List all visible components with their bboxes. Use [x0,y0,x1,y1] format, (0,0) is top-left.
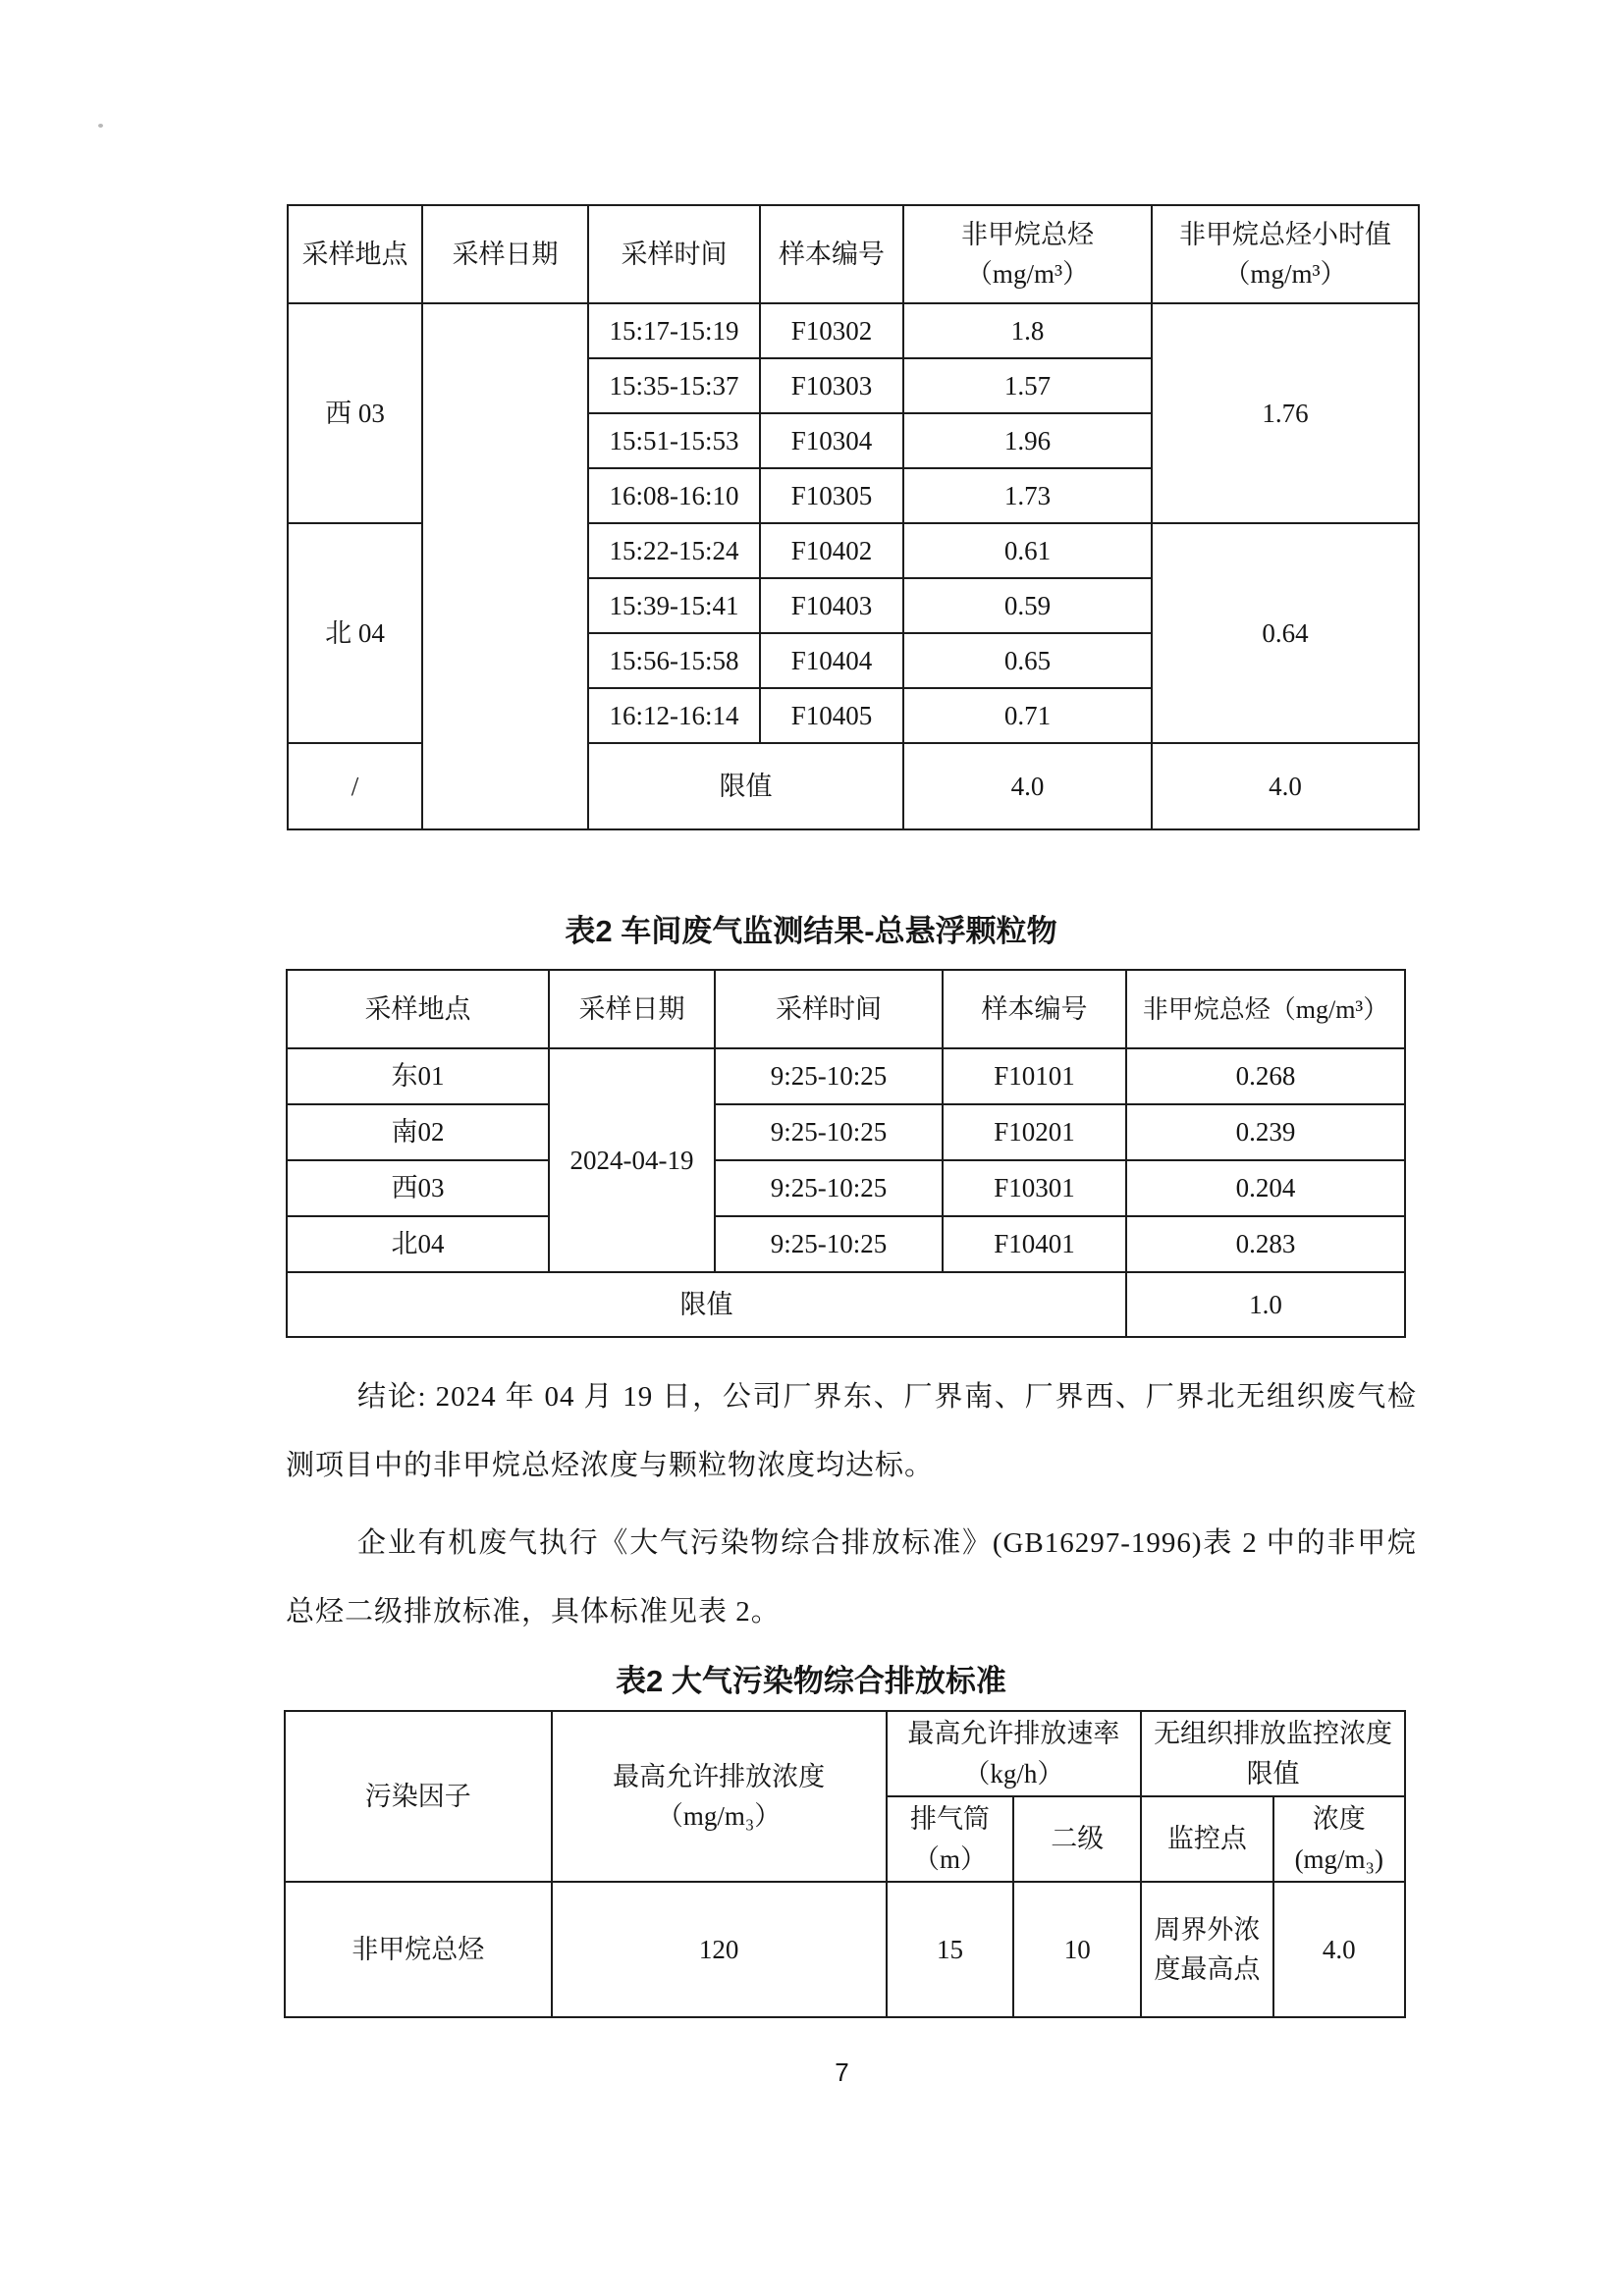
sample-cell: F10402 [760,523,903,578]
value-cell: 0.65 [903,633,1152,688]
sample-cell: F10303 [760,358,903,413]
sample-cell: F10404 [760,633,903,688]
boundary-monitoring-table [287,204,1420,830]
col-header-time: 采样时间 [588,205,760,303]
sample-cell: F10101 [943,1048,1126,1104]
time-cell: 9:25-10:25 [715,1160,943,1216]
concentration-cell: 4.0 [1273,1882,1405,2017]
col-header-grade2: 二级 [1013,1796,1141,1882]
limit-label-cell: 限值 [287,1272,1126,1337]
col-header-max-concentration: 最高允许排放浓度（mg/m₃） [552,1711,887,1882]
sample-cell: F10301 [943,1160,1126,1216]
stack-height-cell: 15 [887,1882,1014,2017]
max-concentration-cell: 120 [552,1882,887,2017]
scan-speck [98,124,103,128]
col-header-location: 采样地点 [288,205,422,303]
conclusion-paragraph: 结论: 2024 年 04 月 19 日，公司厂界东、厂界南、厂界西、厂界北无组织废气检测项目中的非甲烷总烃浓度与颗粒物浓度均达标。 [286,1381,1417,1481]
col-header-stack: 排气筒（m） [887,1796,1014,1882]
page-number: 7 [835,2057,849,2087]
sample-cell: F10302 [760,303,903,358]
col-header-factor: 污染因子 [285,1711,552,1882]
time-cell: 15:35-15:37 [588,358,760,413]
col-header-nmhc: 非甲烷总烃（mg/m³） [903,205,1152,303]
table-row [287,1048,1405,1104]
table-row [287,1160,1405,1216]
value-cell: 1.96 [903,413,1152,468]
sample-cell: F10401 [943,1216,1126,1272]
date-cell: 2024-04-19 [549,1048,715,1272]
table-row [287,1104,1405,1160]
table-row [287,1216,1405,1272]
table-header-row [288,205,1419,303]
value-cell: 1.73 [903,468,1152,523]
col-header-sample: 样本编号 [760,205,903,303]
limit-value-cell: 4.0 [903,743,1152,829]
col-header-date: 采样日期 [422,205,588,303]
date-cell [422,303,588,829]
grade2-cell: 10 [1013,1882,1141,2017]
limit-row [287,1272,1405,1337]
monitor-point-cell: 周界外浓度最高点 [1141,1882,1272,2017]
standard-paragraph: 企业有机废气执行《大气污染物综合排放标准》(GB16297-1996)表 2 中的非甲烷总烃二级排放标准，具体标准见表 2。 [286,1527,1417,1628]
limit-value-cell: 1.0 [1126,1272,1405,1337]
location-cell: 北 04 [288,523,422,743]
location-cell: 西 03 [288,303,422,523]
location-cell: / [288,743,422,829]
location-cell: 西03 [287,1160,549,1216]
time-cell: 9:25-10:25 [715,1104,943,1160]
table-header-row [287,970,1405,1048]
location-cell: 北04 [287,1216,549,1272]
value-cell: 0.59 [903,578,1152,633]
time-cell: 9:25-10:25 [715,1216,943,1272]
time-cell: 16:12-16:14 [588,688,760,743]
col-header-sample: 样本编号 [943,970,1126,1048]
table2-title: 表2 车间废气监测结果-总悬浮颗粒物 [565,914,1057,948]
location-cell: 东01 [287,1048,549,1104]
limit-hour-value-cell: 4.0 [1152,743,1419,829]
table-row [288,303,1419,358]
time-cell: 15:22-15:24 [588,523,760,578]
value-cell: 0.239 [1126,1104,1405,1160]
value-cell: 1.8 [903,303,1152,358]
value-cell: 0.71 [903,688,1152,743]
sample-cell: F10201 [943,1104,1126,1160]
sample-cell: F10403 [760,578,903,633]
sample-cell: F10405 [760,688,903,743]
emission-standard-table [284,1710,1406,2018]
col-header-monitor: 监控点 [1141,1796,1272,1882]
table-header-row [285,1711,1405,1796]
time-cell: 15:39-15:41 [588,578,760,633]
value-cell: 1.57 [903,358,1152,413]
col-header-date: 采样日期 [549,970,715,1048]
col-header-time: 采样时间 [715,970,943,1048]
hour-value-cell: 1.76 [1152,303,1419,523]
time-cell: 9:25-10:25 [715,1048,943,1104]
col-header-rate: 最高允许排放速率（kg/h） [887,1711,1142,1796]
workshop-monitoring-table [286,969,1406,1338]
factor-cell: 非甲烷总烃 [285,1882,552,2017]
time-cell: 15:17-15:19 [588,303,760,358]
limit-label-cell: 限值 [588,743,903,829]
value-cell: 0.61 [903,523,1152,578]
table-row [285,1882,1405,2017]
sample-cell: F10304 [760,413,903,468]
location-cell: 南02 [287,1104,549,1160]
sample-cell: F10305 [760,468,903,523]
col-header-concentration: 浓度(mg/m₃) [1273,1796,1405,1882]
table3-title: 表2 大气污染物综合排放标准 [616,1664,1006,1698]
value-cell: 0.204 [1126,1160,1405,1216]
value-cell: 0.283 [1126,1216,1405,1272]
time-cell: 16:08-16:10 [588,468,760,523]
col-header-location: 采样地点 [287,970,549,1048]
value-cell: 0.268 [1126,1048,1405,1104]
col-header-nmhc-hour: 非甲烷总烃小时值（mg/m³） [1152,205,1419,303]
time-cell: 15:56-15:58 [588,633,760,688]
time-cell: 15:51-15:53 [588,413,760,468]
hour-value-cell: 0.64 [1152,523,1419,743]
col-header-fugitive: 无组织排放监控浓度限值 [1141,1711,1405,1796]
col-header-nmhc: 非甲烷总烃（mg/m³） [1126,970,1405,1048]
